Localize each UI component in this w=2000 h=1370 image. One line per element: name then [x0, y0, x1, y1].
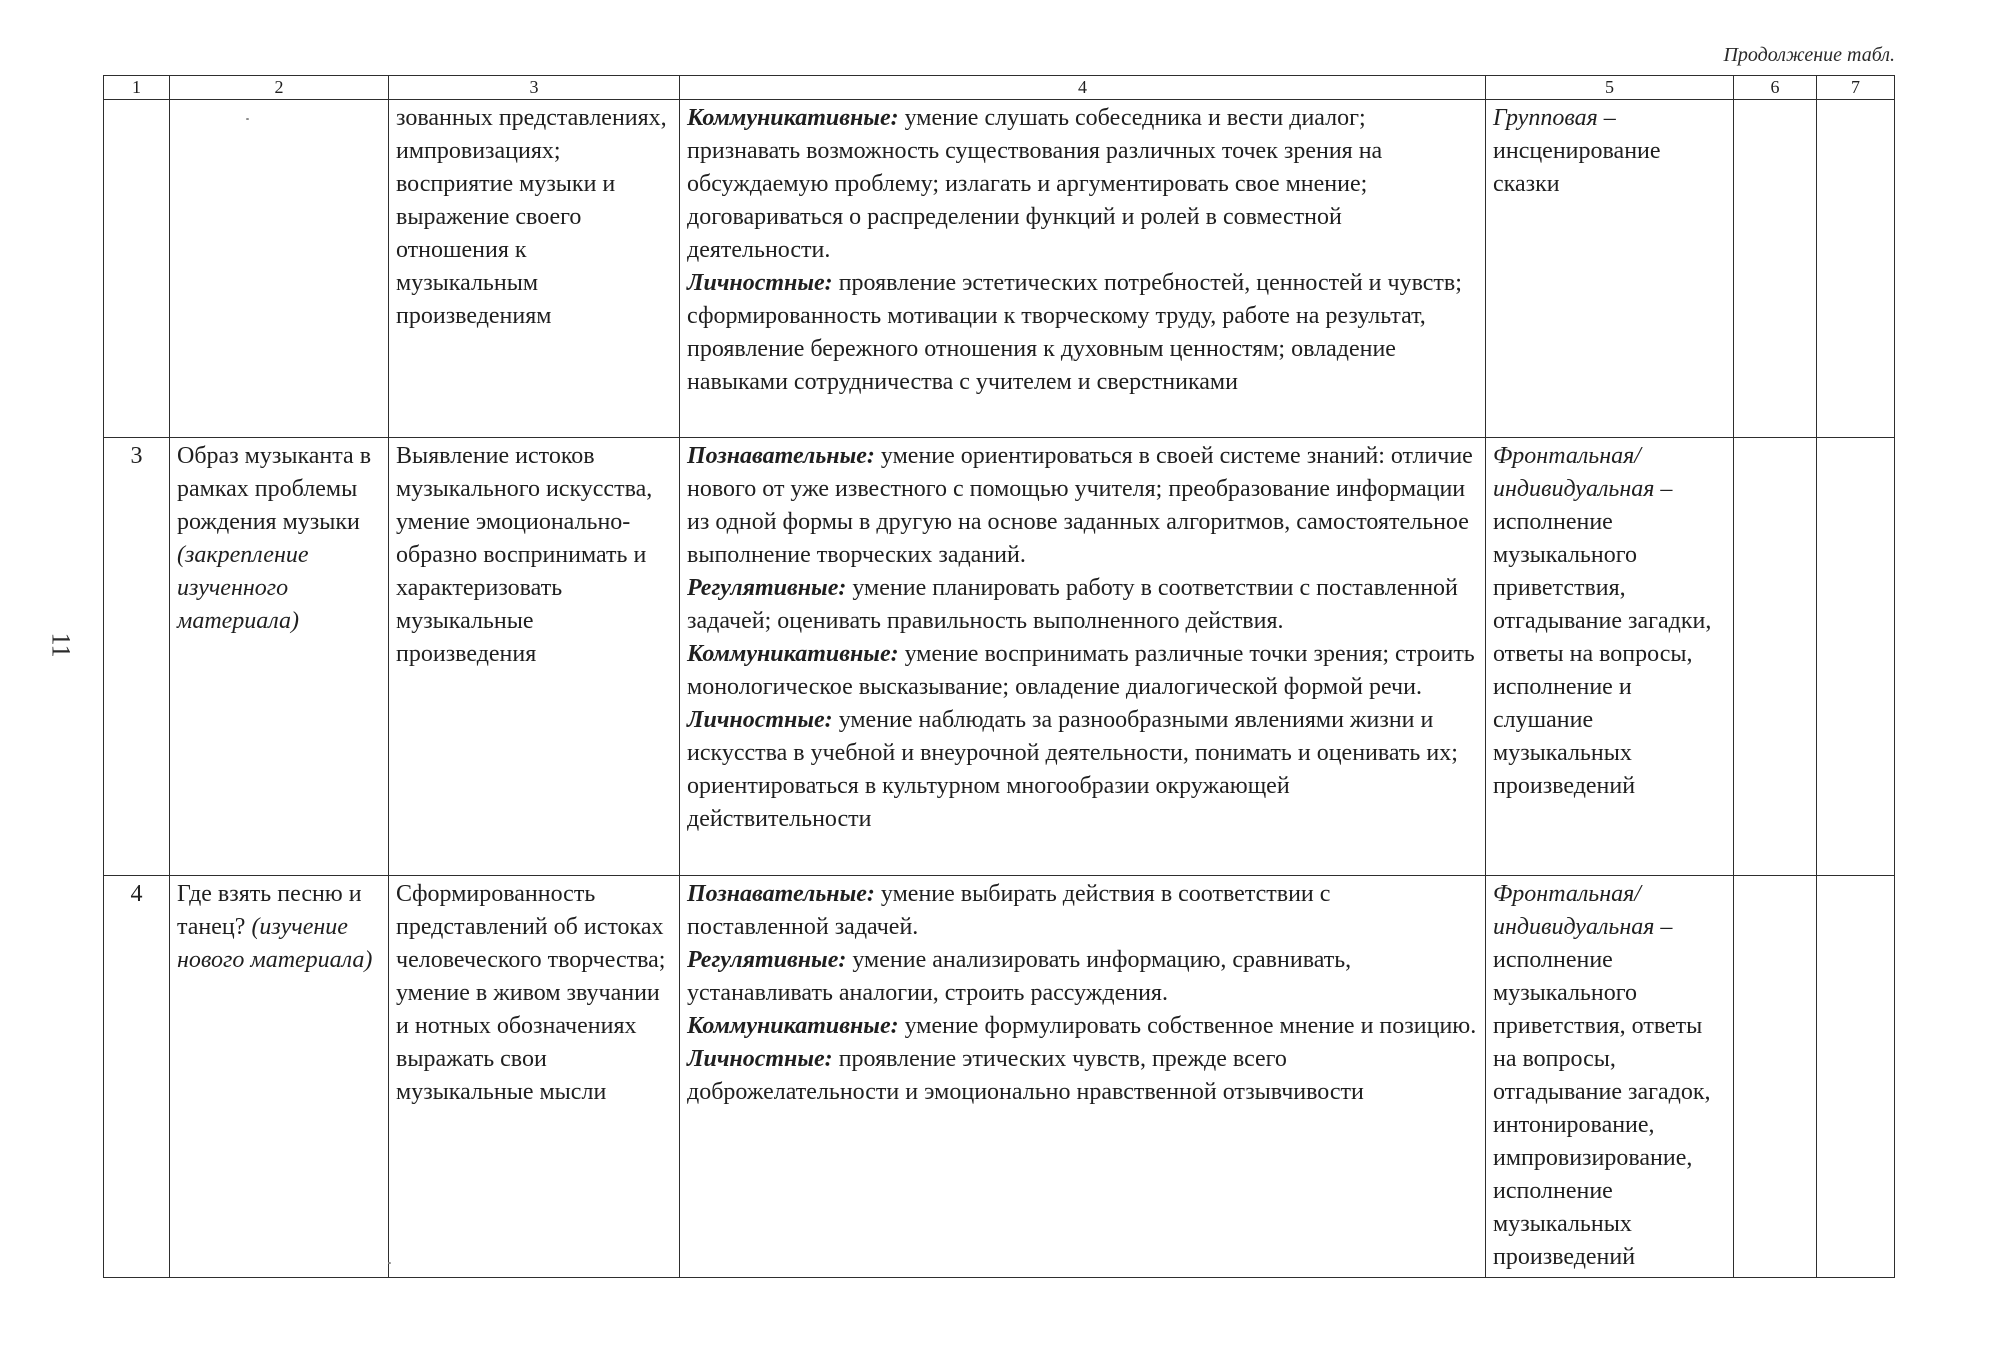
skill-label: Регулятивные: [687, 947, 847, 973]
skill-text: умение ориентироваться в своей системе знаний: отличие нового от уже известного с помощью учителя; преобразование информации из одной формы в другую на основе заданных алгоритмов, самостоятельное выполнение творческих заданий. [687, 443, 1473, 568]
page-number: 11 [46, 632, 76, 658]
learning-outcomes-cell [680, 876, 1486, 1278]
skill-label: Познавательные: [687, 443, 875, 469]
skill-paragraph [687, 1010, 1478, 1043]
empty-cell [1817, 876, 1895, 1278]
lesson-topic-cell [170, 100, 389, 438]
scan-speck [388, 1262, 391, 1264]
activity-form-text: – исполнение музыкального приветствия, отгадывание загадки, ответы на вопросы, исполнение и слушание музыкальных произведений [1493, 476, 1712, 799]
topic-text: Где взять песню и танец? [177, 881, 362, 940]
skill-paragraph [687, 704, 1478, 836]
skill-text: проявление эстетических потребностей, ценностей и чувств; сформированность мотивации к творческому труду, работе на результат, проявление бережного отношения к духовным ценностям; овладение навыками сотрудничества с учителем и сверстниками [687, 270, 1462, 395]
topic-lesson-type: (изучение нового материала) [177, 914, 373, 973]
skill-label: Коммуникативные: [687, 105, 899, 131]
table-row [104, 438, 1895, 876]
content-text: Сформированность представлений об истоках человеческого творчества; умение в живом звучании и нотных обозначениях выражать свои музыкальные мысли [396, 881, 666, 1105]
skill-label: Коммуникативные: [687, 641, 899, 667]
skill-label: Регулятивные: [687, 575, 847, 601]
column-number: 5 [1486, 76, 1734, 100]
skill-paragraph [687, 638, 1478, 704]
skill-text: умение воспринимать различные точки зрения; строить монологическое высказывание; овладение диалогической формой речи. [687, 641, 1475, 700]
empty-cell [1734, 438, 1817, 876]
activity-form-cell [1486, 100, 1734, 438]
skill-paragraph [687, 1043, 1478, 1109]
learning-outcomes-cell [680, 100, 1486, 438]
content-text: зованных представлениях, импровизациях; восприятие музыки и выражение своего отношения к музыкальным произведениям [396, 105, 667, 329]
lesson-topic-cell [170, 438, 389, 876]
skill-text: умение формулировать собственное мнение и позицию. [898, 1013, 1477, 1039]
activity-form-text: – инсценирование сказки [1493, 105, 1661, 197]
activity-form-cell [1486, 876, 1734, 1278]
skill-text: проявление этических чувств, прежде всего доброжелательности и эмоционально нравственной отзывчивости [687, 1046, 1364, 1105]
topic-text: Образ музыканта в рамках проблемы рождения музыки [177, 443, 372, 535]
activity-form-cell [1486, 438, 1734, 876]
column-number: 2 [170, 76, 389, 100]
empty-cell [1734, 100, 1817, 438]
skill-paragraph [687, 267, 1478, 399]
lesson-plan-table [103, 75, 1895, 1278]
empty-cell [1817, 438, 1895, 876]
table-row [104, 876, 1895, 1278]
activity-form-type: Фронтальная/ индивидуальная [1493, 881, 1655, 940]
skill-label: Личностные: [687, 270, 833, 296]
content-cell [389, 438, 680, 876]
activity-form-type: Фронтальная/ индивидуальная [1493, 443, 1655, 502]
skill-label: Личностные: [687, 1046, 833, 1072]
skill-text: умение планировать работу в соответствии с поставленной задачей; оценивать правильность выполненного действия. [687, 575, 1458, 634]
topic-lesson-type: (закрепление изученного материала) [177, 542, 309, 634]
column-number: 6 [1734, 76, 1817, 100]
column-number-header-row [104, 76, 1895, 100]
lesson-number-cell: 3 [104, 438, 170, 876]
table-continuation-caption: Продолжение табл. [1723, 44, 1895, 66]
content-cell [389, 876, 680, 1278]
table-row [104, 100, 1895, 438]
lesson-topic-cell [170, 876, 389, 1278]
column-number: 3 [389, 76, 680, 100]
lesson-number-cell: 4 [104, 876, 170, 1278]
skill-text: умение выбирать действия в соответствии с поставленной задачей. [687, 881, 1331, 940]
column-number: 7 [1817, 76, 1895, 100]
skill-paragraph [687, 440, 1478, 572]
skill-paragraph [687, 572, 1478, 638]
skill-label: Личностные: [687, 707, 833, 733]
empty-cell [1734, 876, 1817, 1278]
activity-form-text: – исполнение музыкального приветствия, ответы на вопросы, отгадывание загадок, интонирование, импровизирование, исполнение музыкальных произведений [1493, 914, 1711, 1270]
column-number: 1 [104, 76, 170, 100]
skill-label: Познавательные: [687, 881, 875, 907]
skill-paragraph [687, 878, 1478, 944]
lesson-number-cell [104, 100, 170, 438]
scan-speck [246, 118, 249, 120]
skill-text: умение анализировать информацию, сравнивать, устанавливать аналогии, строить рассуждения. [687, 947, 1352, 1006]
skill-label: Коммуникативные: [687, 1013, 899, 1039]
skill-text: умение наблюдать за разнообразными явлениями жизни и искусства в учебной и внеурочной деятельности, понимать и оценивать их; ориентироваться в культурном многообразии окружающей действительности [687, 707, 1458, 832]
learning-outcomes-cell [680, 438, 1486, 876]
empty-cell [1817, 100, 1895, 438]
content-cell [389, 100, 680, 438]
skill-text: умение слушать собеседника и вести диалог; признавать возможность существования различных точек зрения на обсуждаемую проблему; излагать и аргументировать свое мнение; договариваться о распределении функций и ролей в совместной деятельности. [687, 105, 1383, 263]
skill-paragraph [687, 102, 1478, 267]
content-text: Выявление истоков музыкального искусства, умение эмоционально-образно воспринимать и характеризовать музыкальные произведения [396, 443, 653, 667]
column-number: 4 [680, 76, 1486, 100]
activity-form-type: Групповая [1493, 105, 1598, 131]
skill-paragraph [687, 944, 1478, 1010]
